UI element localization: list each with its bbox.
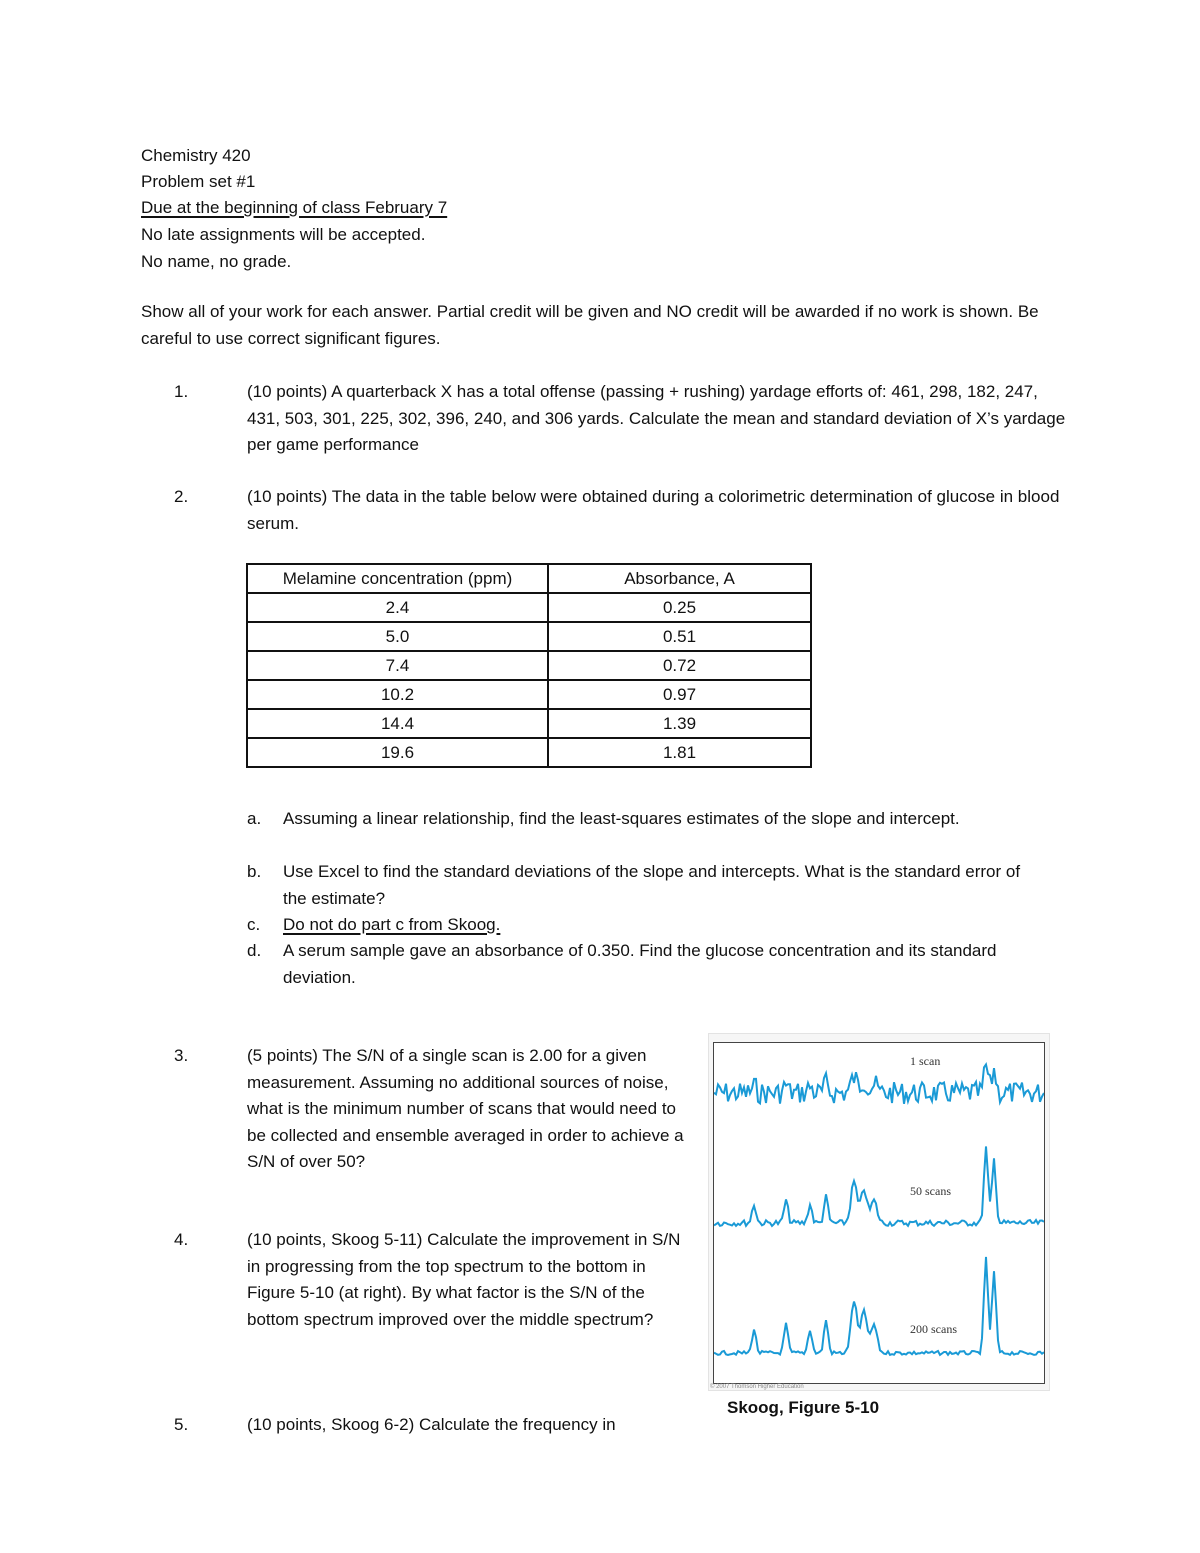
problem-set-title: Problem set #1 <box>141 172 256 191</box>
spectrum-figure-frame <box>713 1042 1045 1384</box>
table-cell: 14.4 <box>247 709 548 738</box>
part-b-label: b. <box>247 862 262 881</box>
table-cell: 5.0 <box>247 622 548 651</box>
course-title: Chemistry 420 <box>141 146 251 165</box>
table-cell: 2.4 <box>247 593 548 622</box>
table-row <box>247 709 811 738</box>
question-2-part-c <box>247 912 1027 939</box>
question-4-text: (10 points, Skoog 5-11) Calculate the improvement in S/N in progressing from the top spectrum to the bottom in Figure 5-10 (at right). By what factor is the S/N of the bottom spectrum improved over the middle spectrum? <box>247 1230 681 1329</box>
part-b-text: Use Excel to find the standard deviations of the slope and intercepts. What is the standard error of the estimate? <box>283 862 1021 908</box>
late-policy: No late assignments will be accepted. <box>141 225 426 244</box>
question-2-part-b <box>247 859 1027 912</box>
table-cell: 0.25 <box>548 593 811 622</box>
table-row <box>247 651 811 680</box>
figure-caption: Skoog, Figure 5-10 <box>727 1398 880 1417</box>
label-200-scans: 200 scans <box>910 1322 957 1336</box>
due-date: Due at the beginning of class February 7 <box>141 198 448 217</box>
table-row <box>247 738 811 767</box>
table-header-concentration: Melamine concentration (ppm) <box>247 564 548 593</box>
spectra-graphic <box>714 1043 1044 1383</box>
part-c-text: Do not do part c from Skoog. <box>283 915 501 934</box>
question-2-part-a <box>247 806 1027 833</box>
calibration-table <box>246 563 812 768</box>
question-5-text: (10 points, Skoog 6-2) Calculate the frequency in <box>247 1415 616 1434</box>
table-cell: 1.81 <box>548 738 811 767</box>
part-c-label: c. <box>247 915 261 934</box>
table-header-absorbance: Absorbance, A <box>548 564 811 593</box>
question-4-number: 4. <box>174 1230 189 1249</box>
name-policy: No name, no grade. <box>141 252 292 271</box>
question-2-part-d <box>247 938 1027 991</box>
spectrum-figure <box>708 1033 1050 1391</box>
part-a-label: a. <box>247 809 262 828</box>
spectrum-trace-50-scans <box>714 1147 1044 1226</box>
table-cell: 1.39 <box>548 709 811 738</box>
table-cell: 10.2 <box>247 680 548 709</box>
table-cell: 0.51 <box>548 622 811 651</box>
instructions: Show all of your work for each answer. Partial credit will be given and NO credit will be awarded if no work is shown. Be careful to use correct significant figures. <box>141 302 1039 348</box>
part-d-label: d. <box>247 941 262 960</box>
part-d-text: A serum sample gave an absorbance of 0.350. Find the glucose concentration and its standard deviation. <box>283 941 997 987</box>
table-cell: 7.4 <box>247 651 548 680</box>
table-cell: 0.97 <box>548 680 811 709</box>
question-1-number: 1. <box>174 382 189 401</box>
table-row <box>247 622 811 651</box>
figure-copyright: © 2007 Thomson Higher Education <box>710 1384 804 1390</box>
table-cell: 19.6 <box>247 738 548 767</box>
table-header-row <box>247 564 811 593</box>
question-3-text: (5 points) The S/N of a single scan is 2.00 for a given measurement. Assuming no additional sources of noise, what is the minimum number of scans that would need to be collected and ensemble averaged in order to achieve a S/N of over 50? <box>247 1046 684 1171</box>
label-50-scans: 50 scans <box>910 1184 951 1198</box>
question-1-text: (10 points) A quarterback X has a total offense (passing + rushing) yardage efforts of: 461, 298, 182, 247, 431, 503, 301, 225, 302, 396, 240, and 306 yards. Calculate the mean and standard deviation of X’s yardage per game performance <box>247 382 1066 454</box>
label-1-scan: 1 scan <box>910 1054 941 1068</box>
table-cell: 0.72 <box>548 651 811 680</box>
table-row <box>247 680 811 709</box>
spectrum-trace-1-scan <box>714 1065 1044 1104</box>
question-5-number: 5. <box>174 1415 189 1434</box>
spectrum-trace-200-scans <box>714 1257 1044 1355</box>
table-row <box>247 593 811 622</box>
part-a-text: Assuming a linear relationship, find the least-squares estimates of the slope and intercept. <box>283 809 960 828</box>
question-2-number: 2. <box>174 487 189 506</box>
question-2-text: (10 points) The data in the table below were obtained during a colorimetric determination of glucose in blood serum. <box>247 487 1060 533</box>
question-3-number: 3. <box>174 1046 189 1065</box>
